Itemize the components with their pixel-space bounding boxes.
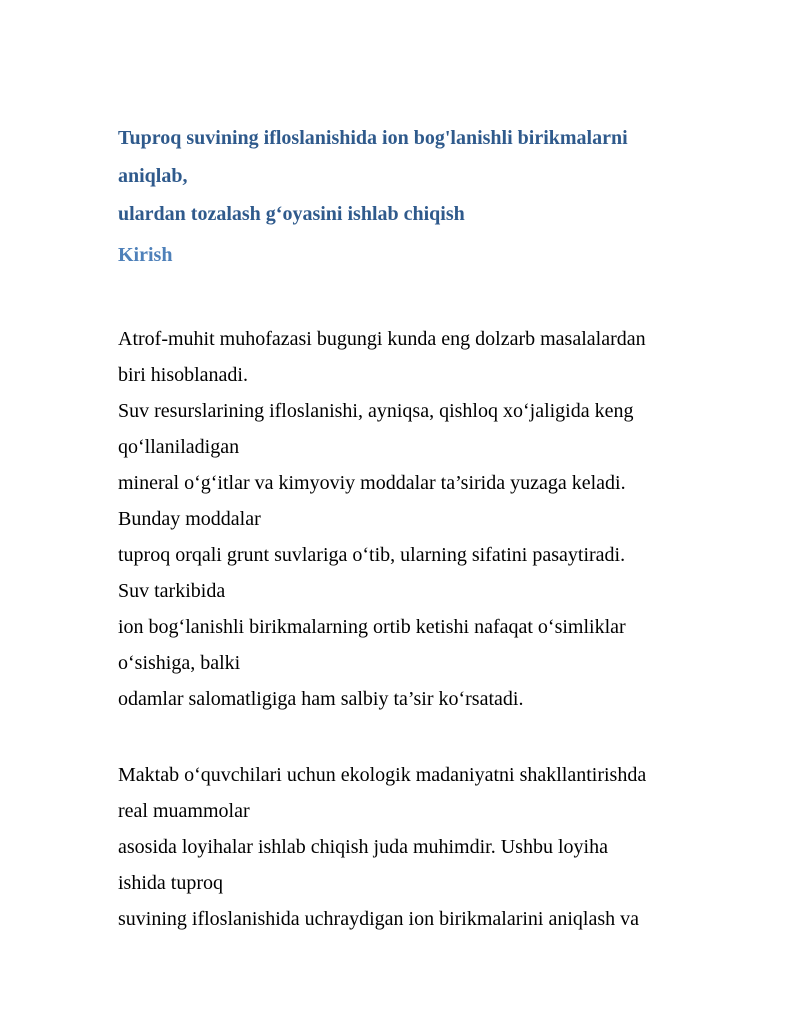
paragraph-project	[118, 757, 718, 937]
document-content	[118, 119, 718, 937]
paragraph-intro	[118, 321, 718, 717]
text-line: ion bog‘lanishli birikmalarning ortib ketishi nafaqat o‘simliklar	[118, 616, 626, 638]
text-line: tuproq orqali grunt suvlariga o‘tib, ularning sifatini pasaytiradi.	[118, 544, 626, 566]
section-heading: Kirish	[118, 244, 173, 266]
text-line: asosida loyihalar ishlab chiqish juda muhimdir. Ushbu loyiha	[118, 836, 608, 858]
title-line: Tuproq suvining ifloslanishida ion bog'lanishli birikmalarni	[118, 127, 628, 149]
text-line: ishida tuproq	[118, 872, 223, 894]
text-line: o‘sishiga, balki	[118, 652, 241, 674]
text-line: real muammolar	[118, 800, 250, 822]
text-line: Maktab o‘quvchilari uchun ekologik madaniyatni shakllantirishda	[118, 764, 647, 786]
text-line: mineral o‘g‘itlar va kimyoviy moddalar ta’sirida yuzaga keladi.	[118, 472, 626, 494]
title-line: ulardan tozalash g‘oyasini ishlab chiqish	[118, 203, 465, 225]
text-line: Atrof-muhit muhofazasi bugungi kunda eng dolzarb masalalardan	[118, 328, 646, 350]
document-title	[118, 119, 718, 233]
text-line: Bunday moddalar	[118, 508, 261, 530]
text-line: qo‘llaniladigan	[118, 436, 240, 458]
text-line: biri hisoblanadi.	[118, 364, 248, 386]
text-line: odamlar salomatligiga ham salbiy ta’sir ko‘rsatadi.	[118, 688, 524, 710]
text-line: Suv resurslarining ifloslanishi, ayniqsa, qishloq xo‘jaligida keng	[118, 400, 634, 422]
text-line: Suv tarkibida	[118, 580, 226, 602]
text-line: suvining ifloslanishida uchraydigan ion birikmalarini aniqlash va	[118, 908, 640, 930]
title-line: aniqlab,	[118, 165, 188, 187]
